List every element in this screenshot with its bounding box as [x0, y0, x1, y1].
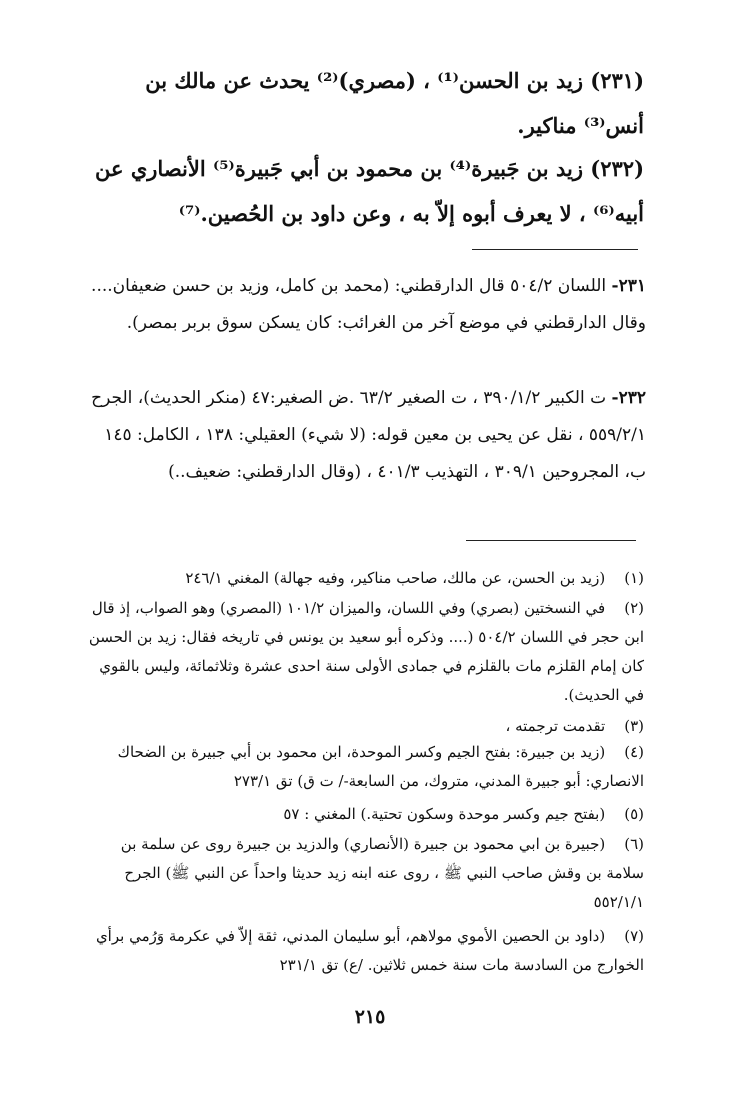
entry-231 [84, 58, 644, 148]
footnote-number: (٧) [624, 927, 644, 945]
footnote-number: (٢) [624, 599, 644, 617]
footnote-text: (داود بن الحصين الأموي مولاهم، أبو سليمان المدني، ثقة إلاّ في عكرمة وَرُمي برأي الخوارج من السادسة مات سنة خمس ثلاثين. /ع) تق ٢٣١/١ [95, 927, 644, 974]
footnote-text: (زيد بن الحسن، عن مالك، صاحب مناكير، وفيه جهالة) المغني ٢٤٦/١ [185, 569, 606, 587]
commentary-232 [86, 380, 646, 491]
footnote-1 [84, 564, 644, 593]
footnote-7 [84, 922, 644, 980]
footnote-text: (جبيرة بن ابي محمود بن جبيرة (الأنصاري) والدزيد بن جبيرة روى عن سلمة بن سلامة بن وقش صاحب النبي ﷺ ، روى عنه ابنه زيد حديثا واحداً عن النبي ﷺ) الجرح ٥٥٢/١/١ [120, 835, 644, 911]
footnote-2 [84, 594, 644, 710]
commentary-text: اللسان ٥٠٤/٢ قال الدارقطني: (محمد بن كامل، وزيد بن حسن ضعيفان.... وقال الدارقطني في موضع آخر من الغرائب: كان يسكن سوق بربر بمصر). [91, 276, 646, 333]
footnote-number: (٦) [624, 835, 644, 853]
entry-text: زيد بن جَبيرة⁽⁴⁾ بن محمود بن أبي جَبيرة⁽⁵⁾ الأنصاري عن أبيه⁽⁶⁾ ، لا يعرف أبوه إلاّ به ، وعن داود بن الحُصين.⁽⁷⁾ [95, 156, 644, 226]
footnote-3 [84, 712, 644, 741]
footnote-6 [84, 830, 644, 917]
footnote-number: (٥) [624, 805, 644, 823]
footnote-number: (٣) [624, 717, 644, 735]
commentary-231 [86, 268, 646, 342]
entry-number: (٢٣١) [590, 68, 644, 93]
footnote-text: في النسختين (بصري) وفي اللسان، والميزان ١٠١/٢ (المصري) وهو الصواب، إذ قال ابن حجر في اللسان ٥٠٤/٢ (.... وذكره أبو سعيد بن يونس في تاريخه فقال: زيد بن الحسن كان إمام القلزم مات بالقلزم في جمادى الأولى سنة احدى عشرة وثلاثمائة، وليس بالقوي في الحديث). [88, 599, 644, 704]
entry-232 [84, 146, 644, 236]
footnote-text: (زيد بن جبيرة: بفتح الجيم وكسر الموحدة، ابن محمود بن أبي جبيرة بن الضحاك الانصاري: أبو جبيرة المدني، متروك، من السابعة-/ ت ق) تق ٢٧٣/١ [117, 743, 644, 790]
footnote-text: (بفتح جيم وكسر موحدة وسكون تحتية.) المغني : ٥٧ [283, 805, 606, 823]
commentary-number: ٢٣١- [611, 276, 646, 296]
footnote-4 [84, 738, 644, 796]
footnote-text: تقدمت ترجمته ، [505, 717, 606, 735]
main-text-divider [472, 249, 638, 250]
footnote-number: (٤) [624, 743, 644, 761]
footnote-number: (١) [624, 569, 644, 587]
entry-number: (٢٣٢) [590, 156, 644, 181]
commentary-number: ٢٣٢- [611, 388, 646, 408]
footnote-5 [84, 800, 644, 829]
commentary-text: ت الكبير ٣٩٠/١/٢ ، ت الصغير ٦٣/٢ .ض الصغير:٤٧ (منكر الحديث)، الجرح ٥٥٩/٢/١ ، نقل عن يحيى بن معين قوله: (لا شيء) العقيلي: ١٣٨ ، الكامل: ١٤٥ ب، المجروحين ٣٠٩/١ ، التهذيب ٤٠١/٣ ، (وقال الدارقطني: ضعيف..) [91, 388, 646, 482]
footnote-divider [466, 540, 636, 541]
entry-text: زيد بن الحسن⁽¹⁾ ، (مصري)⁽²⁾ يحدث عن مالك بن أنس⁽³⁾ مناكير. [145, 68, 644, 138]
page-number: ٢١٥ [354, 1006, 386, 1028]
